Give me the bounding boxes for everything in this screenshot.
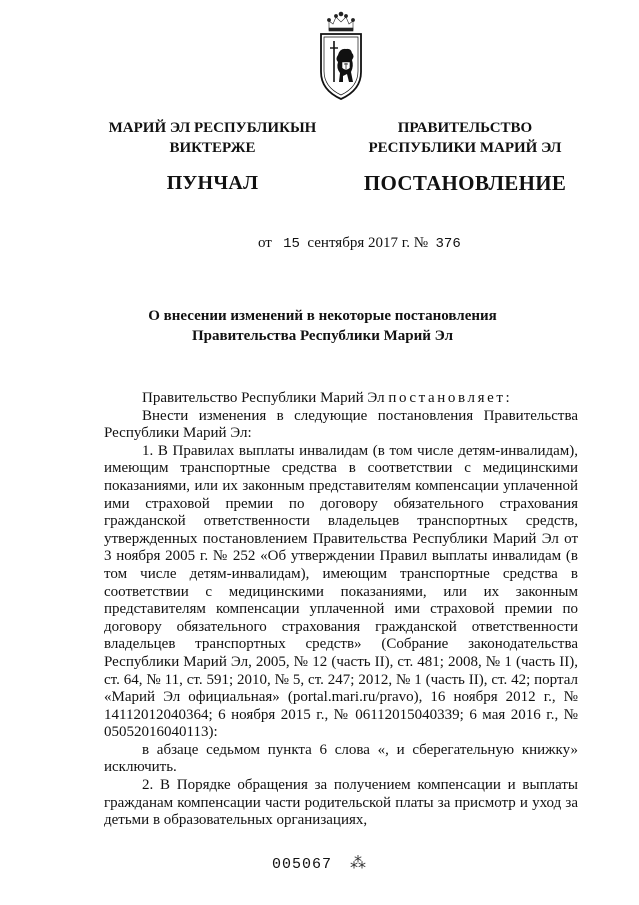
- date-prefix: от: [258, 235, 272, 251]
- paragraph-preamble: [104, 390, 578, 408]
- header-russian-doc-type: ПОСТАНОВЛЕНИЕ: [363, 171, 567, 195]
- asterism-mark: ⁂: [350, 853, 368, 872]
- preamble-lead: Правительство Республики Марий Эл: [142, 390, 385, 406]
- date-month-year: сентября 2017 г. №: [307, 235, 429, 251]
- header-mari-line2: ВИКТЕРЖЕ: [169, 140, 256, 156]
- serial-number: 005067: [272, 856, 333, 873]
- header-russian-line2: РЕСПУБЛИКИ МАРИЙ ЭЛ: [368, 140, 562, 156]
- date-line: [258, 235, 461, 252]
- header-mari: [85, 118, 340, 196]
- title-line1: О внесении изменений в некоторые постановления: [148, 308, 497, 324]
- header-russian: [345, 118, 585, 196]
- coat-of-arms-icon: [316, 10, 366, 102]
- header-russian-line1: ПРАВИТЕЛЬСТВО: [397, 120, 533, 136]
- document-body: [104, 390, 578, 830]
- paragraph-intro: Внести изменения в следующие постановления Правительства Республики Марий Эл:: [104, 407, 578, 442]
- document-title: [90, 306, 555, 346]
- document-number: 376: [435, 236, 461, 252]
- date-day: 15: [283, 236, 300, 252]
- title-line2: Правительства Республики Марий Эл: [191, 328, 454, 344]
- paragraph-amendment: в абзаце седьмом пункта 6 слова «, и сберегательную книжку» исключить.: [104, 741, 578, 776]
- header-mari-line1: МАРИЙ ЭЛ РЕСПУБЛИКЫН: [108, 120, 317, 136]
- paragraph-item-2: 2. В Порядке обращения за получением компенсации и выплаты гражданам компенсации части родительской платы за присмотр и уход за детьми в образовательных организациях,: [104, 777, 578, 829]
- paragraph-item-1: 1. В Правилах выплаты инвалидам (в том числе детям-инвалидам), имеющим транспортные средства в соответствии с медицинскими показаниями, или их законным представителям компенсации уплаченной ими страховой премии по договору обязательного страхования гражданской ответственности владельцев транспортных средств, утвержденных постановлением Правительства Республики Марий Эл от 3 ноября 2005 г. № 252 «Об утверждении Правил выплаты инвалидам (в том числе детям-инвалидам), имеющим транспортные средства в соответствии с медицинскими показаниями, или их законным представителям компенсации уплаченной ими страховой премии по договору обязательного страхования гражданской ответственности владельцев транспортных средств» (Собрание законодательства Республики Марий Эл, 2005, № 12 (часть II), ст. 481; 2008, № 1 (часть II), ст. 64, № 11, ст. 591; 2010, № 5, ст. 247; 2012, № 1 (часть II), ст. 42; портал «Марий Эл официальная» (portal.mari.ru/pravo), 16 ноября 2012 г., № 14112012040364; 6 ноября 2015 г., № 06112015040339; 6 мая 2016 г., № 05052016040113):: [104, 442, 578, 741]
- footer-serial: [272, 853, 367, 873]
- header-mari-doc-type: ПУНЧАЛ: [166, 172, 259, 194]
- preamble-resolves: постановляет:: [388, 390, 513, 406]
